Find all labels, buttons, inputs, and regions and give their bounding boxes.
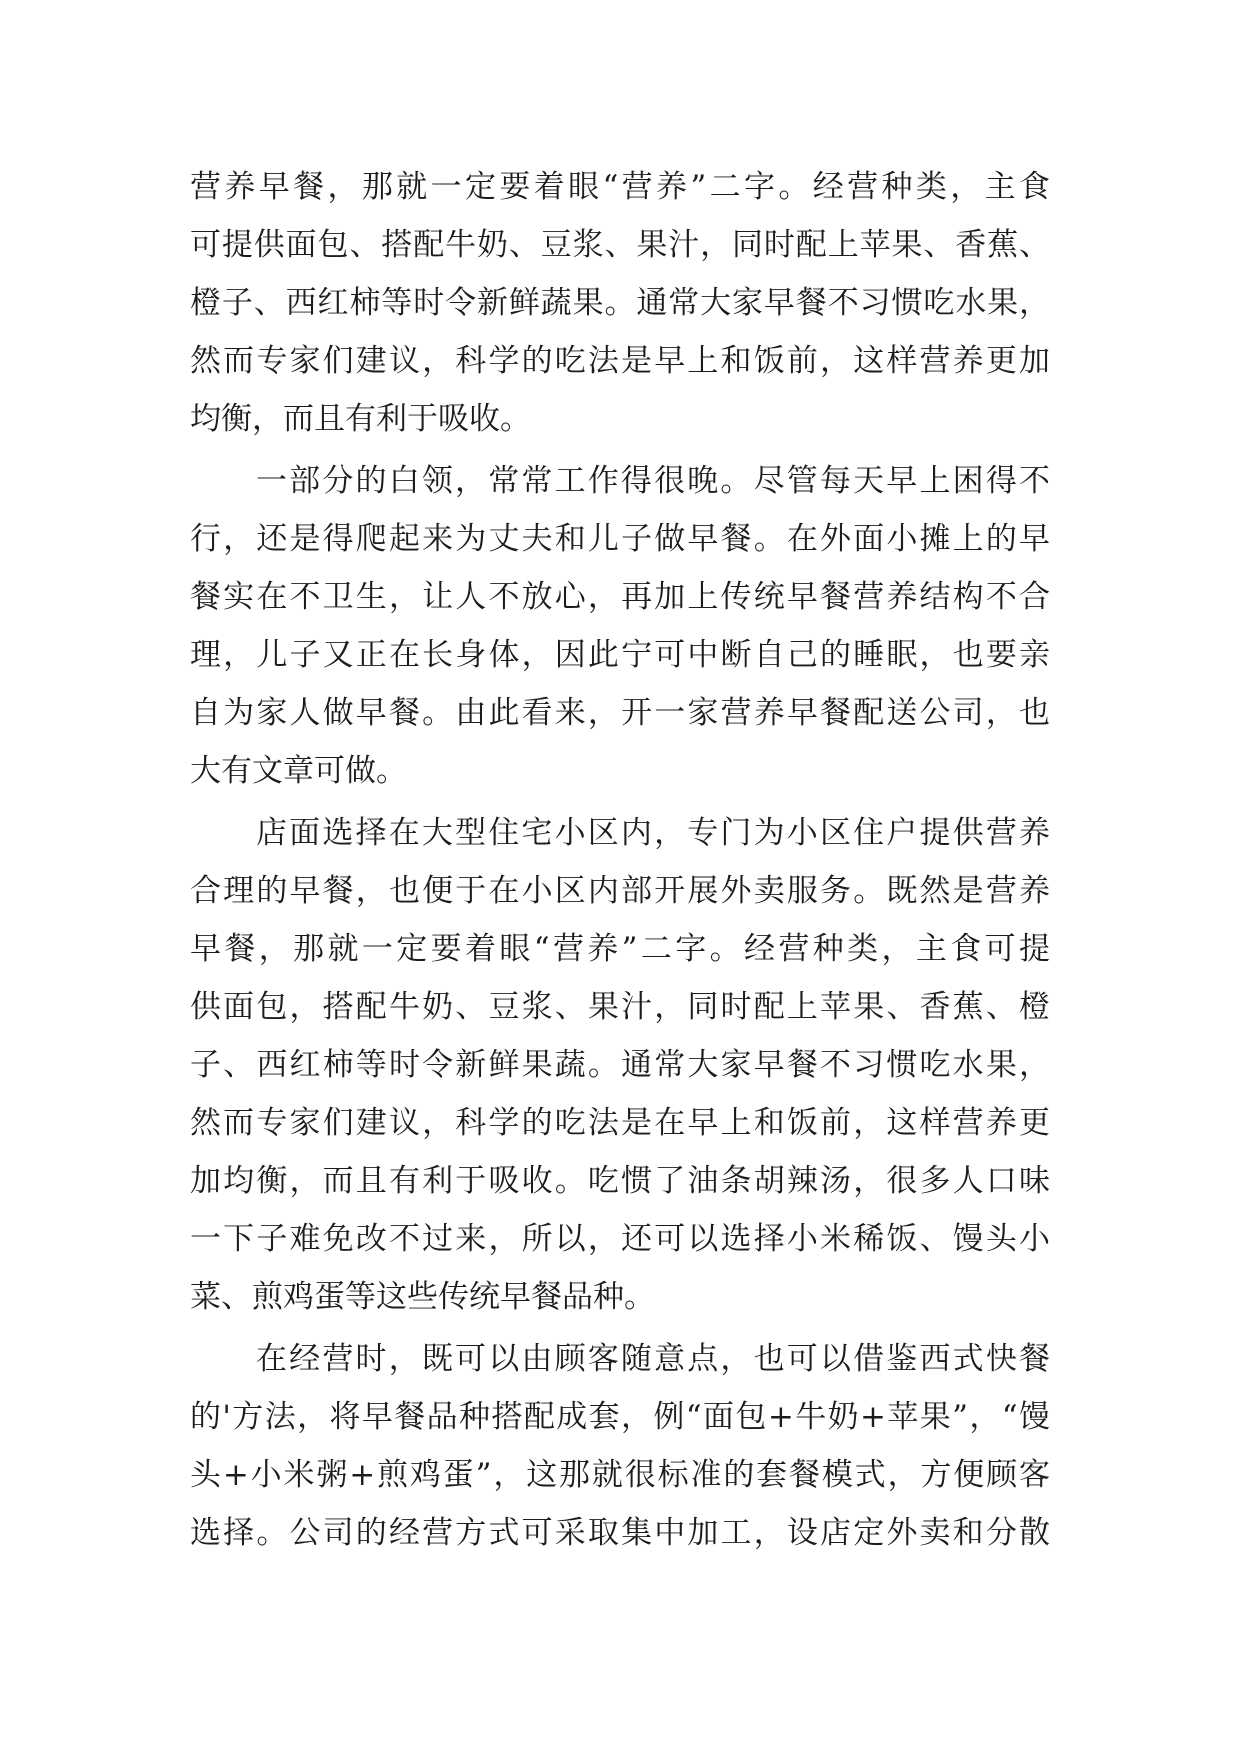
text-line: 然而专家们建议，科学的吃法是早上和饭前，这样营养更加 [190, 343, 1050, 379]
text-line: 的'方法，将早餐品种搭配成套，例“面包+牛奶+苹果”，“馒 [190, 1399, 1050, 1435]
text-line: 子、西红柿等时令新鲜果蔬。通常大家早餐不习惯吃水果， [190, 1047, 1050, 1083]
text-line: 橙子、西红柿等时令新鲜蔬果。通常大家早餐不习惯吃水果， [190, 285, 1050, 321]
text-line: 菜、煎鸡蛋等这些传统早餐品种。 [190, 1279, 655, 1315]
text-line: 一部分的白领，常常工作得很晚。尽管每天早上困得不 [256, 463, 1050, 499]
text-line: 餐实在不卫生，让人不放心，再加上传统早餐营养结构不合 [190, 579, 1050, 615]
text-line: 早餐，那就一定要着眼“营养”二字。经营种类，主食可提 [190, 931, 1050, 967]
text-line: 自为家人做早餐。由此看来，开一家营养早餐配送公司，也 [190, 695, 1050, 731]
text-line: 营养早餐，那就一定要着眼“营养”二字。经营种类，主食 [190, 169, 1050, 205]
text-line: 大有文章可做。 [190, 753, 407, 789]
text-line: 然而专家们建议，科学的吃法是在早上和饭前，这样营养更 [190, 1105, 1050, 1141]
text-line: 理，儿子又正在长身体，因此宁可中断自己的睡眠，也要亲 [190, 637, 1050, 673]
text-line: 头+小米粥+煎鸡蛋”，这那就很标准的套餐模式，方便顾客 [190, 1457, 1050, 1493]
text-line: 一下子难免改不过来，所以，还可以选择小米稀饭、馒头小 [190, 1221, 1050, 1257]
text-line: 选择。公司的经营方式可采取集中加工，设店定外卖和分散 [190, 1515, 1050, 1551]
text-line: 均衡，而且有利于吸收。 [190, 401, 531, 437]
text-line: 在经营时，既可以由顾客随意点，也可以借鉴西式快餐 [256, 1341, 1050, 1377]
text-line: 加均衡，而且有利于吸收。吃惯了油条胡辣汤，很多人口味 [190, 1163, 1050, 1199]
text-line: 供面包，搭配牛奶、豆浆、果汁，同时配上苹果、香蕉、橙 [190, 989, 1050, 1025]
text-line: 合理的早餐，也便于在小区内部开展外卖服务。既然是营养 [190, 873, 1050, 909]
text-line: 行，还是得爬起来为丈夫和儿子做早餐。在外面小摊上的早 [190, 521, 1050, 557]
text-line: 店面选择在大型住宅小区内，专门为小区住户提供营养 [256, 815, 1050, 851]
text-line: 可提供面包、搭配牛奶、豆浆、果汁，同时配上苹果、香蕉、 [190, 227, 1050, 263]
